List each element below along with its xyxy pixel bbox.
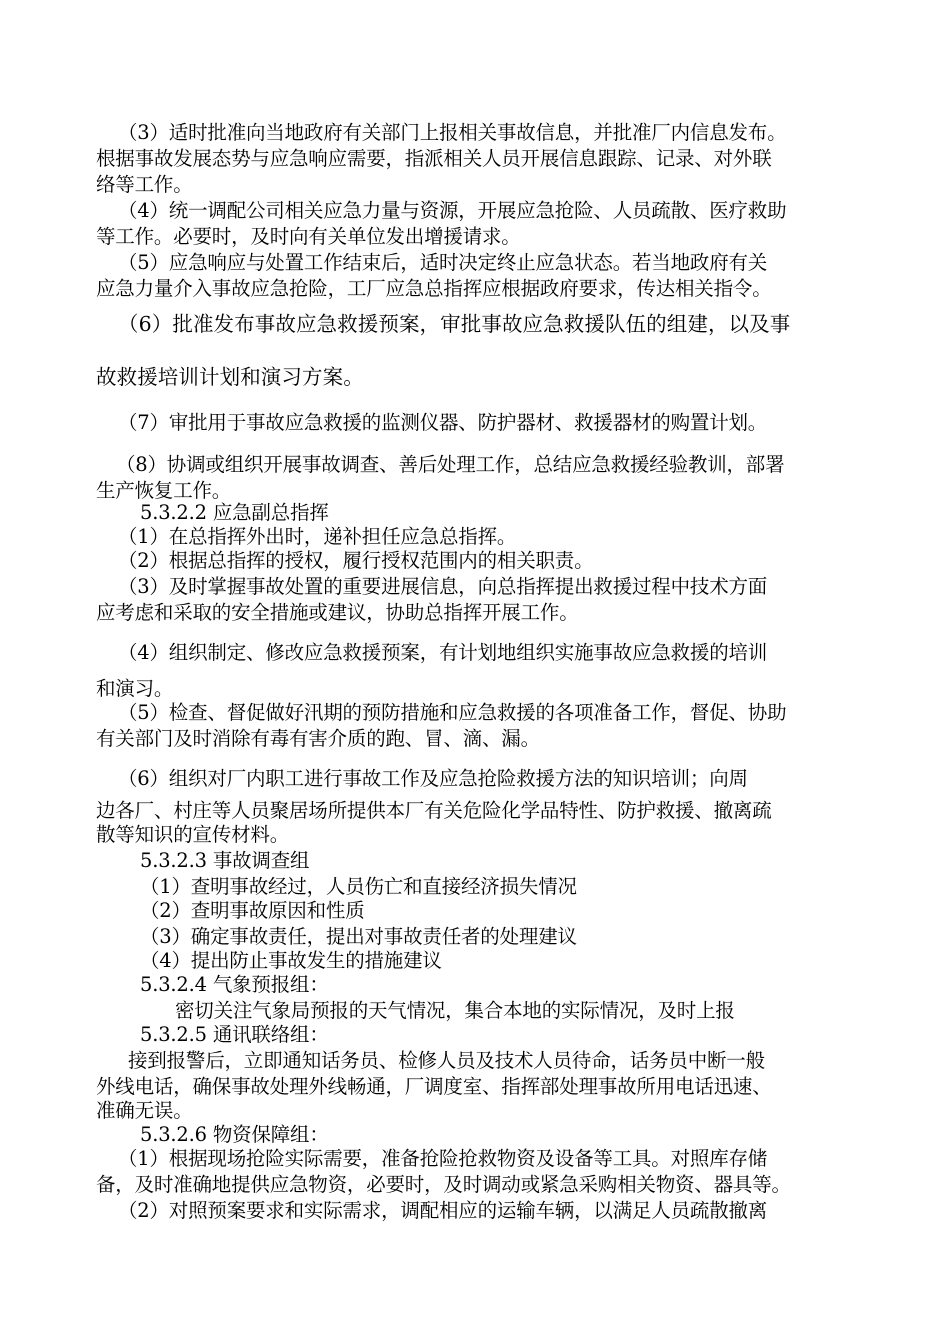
text-line: （3）及时掌握事故处置的重要进展信息，向总指挥提出救援过程中技术方面 bbox=[118, 575, 768, 598]
text-line: 准确无误。 bbox=[96, 1099, 193, 1122]
text-line: 生产恢复工作。 bbox=[96, 479, 232, 502]
text-line: 有关部门及时消除有毒有害介质的跑、冒、滴、漏。 bbox=[96, 727, 540, 750]
text-line: （2）查明事故原因和性质 bbox=[140, 899, 365, 922]
text-line: （4）组织制定、修改应急救援预案，有计划地组织实施事故应急救援的培训 bbox=[118, 641, 768, 664]
section-heading: 5.3.2.2 应急副总指挥 bbox=[140, 501, 329, 524]
text-line: （7）审批用于事故应急救援的监测仪器、防护器材、救援器材的购置计划。 bbox=[118, 411, 768, 434]
text-line: （6）批准发布事故应急救援预案，审批事故应急救援队伍的组建，以及事 bbox=[118, 312, 791, 336]
text-line: 密切关注气象局预报的天气情况，集合本地的实际情况，及时上报 bbox=[175, 999, 735, 1022]
text-line: 边各厂、村庄等人员聚居场所提供本厂有关危险化学品特性、防护救援、撤离疏 bbox=[96, 799, 772, 822]
text-line: （3）确定事故责任，提出对事故责任者的处理建议 bbox=[140, 925, 577, 948]
text-line: （4）统一调配公司相关应急力量与资源，开展应急抢险、人员疏散、医疗救助 bbox=[118, 199, 787, 222]
text-line: （4）提出防止事故发生的措施建议 bbox=[140, 949, 442, 972]
text-line: 应考虑和采取的安全措施或建议，协助总指挥开展工作。 bbox=[96, 601, 579, 624]
text-line: （8）协调或组织开展事故调查、善后处理工作，总结应急救援经验教训，部署 bbox=[116, 453, 785, 476]
section-heading: 5.3.2.4 气象预报组： bbox=[140, 973, 329, 996]
text-line: （5）检查、督促做好汛期的预防措施和应急救援的各项准备工作，督促、协助 bbox=[118, 701, 787, 724]
text-line: （1）根据现场抢险实际需要，准备抢险抢救物资及设备等工具。对照库存储 bbox=[118, 1147, 768, 1170]
text-line: 备，及时准确地提供应急物资，必要时，及时调动或紧急采购相关物资、器具等。 bbox=[96, 1173, 791, 1196]
text-line: 等工作。必要时，及时向有关单位发出增援请求。 bbox=[96, 225, 521, 248]
text-line: （1）在总指挥外出时，递补担任应急总指挥。 bbox=[118, 525, 517, 548]
text-line: 根据事故发展态势与应急响应需要，指派相关人员开展信息跟踪、记录、对外联 bbox=[96, 147, 772, 170]
text-line: （2）对照预案要求和实际需求，调配相应的运输车辆，以满足人员疏散撤离 bbox=[118, 1199, 768, 1222]
text-line: 外线电话，确保事故处理外线畅通，厂调度室、指挥部处理事故所用电话迅速、 bbox=[96, 1075, 772, 1098]
text-line: （1）查明事故经过，人员伤亡和直接经济损失情况 bbox=[140, 875, 577, 898]
text-line: （2）根据总指挥的授权，履行授权范围内的相关职责。 bbox=[118, 549, 594, 572]
text-line: 应急力量介入事故应急抢险，工厂应急总指挥应根据政府要求，传达相关指令。 bbox=[96, 277, 772, 300]
text-line: 故救援培训计划和演习方案。 bbox=[96, 365, 364, 389]
text-line: （6）组织对厂内职工进行事故工作及应急抢险救援方法的知识培训；向周 bbox=[118, 767, 748, 790]
section-heading: 5.3.2.3 事故调查组 bbox=[140, 849, 310, 872]
text-line: 散等知识的宣传材料。 bbox=[96, 823, 290, 846]
text-line: 接到报警后，立即通知话务员、检修人员及技术人员待命，话务员中断一般 bbox=[128, 1049, 765, 1072]
section-heading: 5.3.2.5 通讯联络组： bbox=[140, 1023, 329, 1046]
text-line: （3）适时批准向当地政府有关部门上报相关事故信息，并批准厂内信息发布。 bbox=[118, 121, 787, 144]
text-line: （5）应急响应与处置工作结束后，适时决定终止应急状态。若当地政府有关 bbox=[118, 251, 768, 274]
text-line: 络等工作。 bbox=[96, 173, 193, 196]
section-heading: 5.3.2.6 物资保障组： bbox=[140, 1123, 329, 1146]
text-line: 和演习。 bbox=[96, 677, 174, 700]
